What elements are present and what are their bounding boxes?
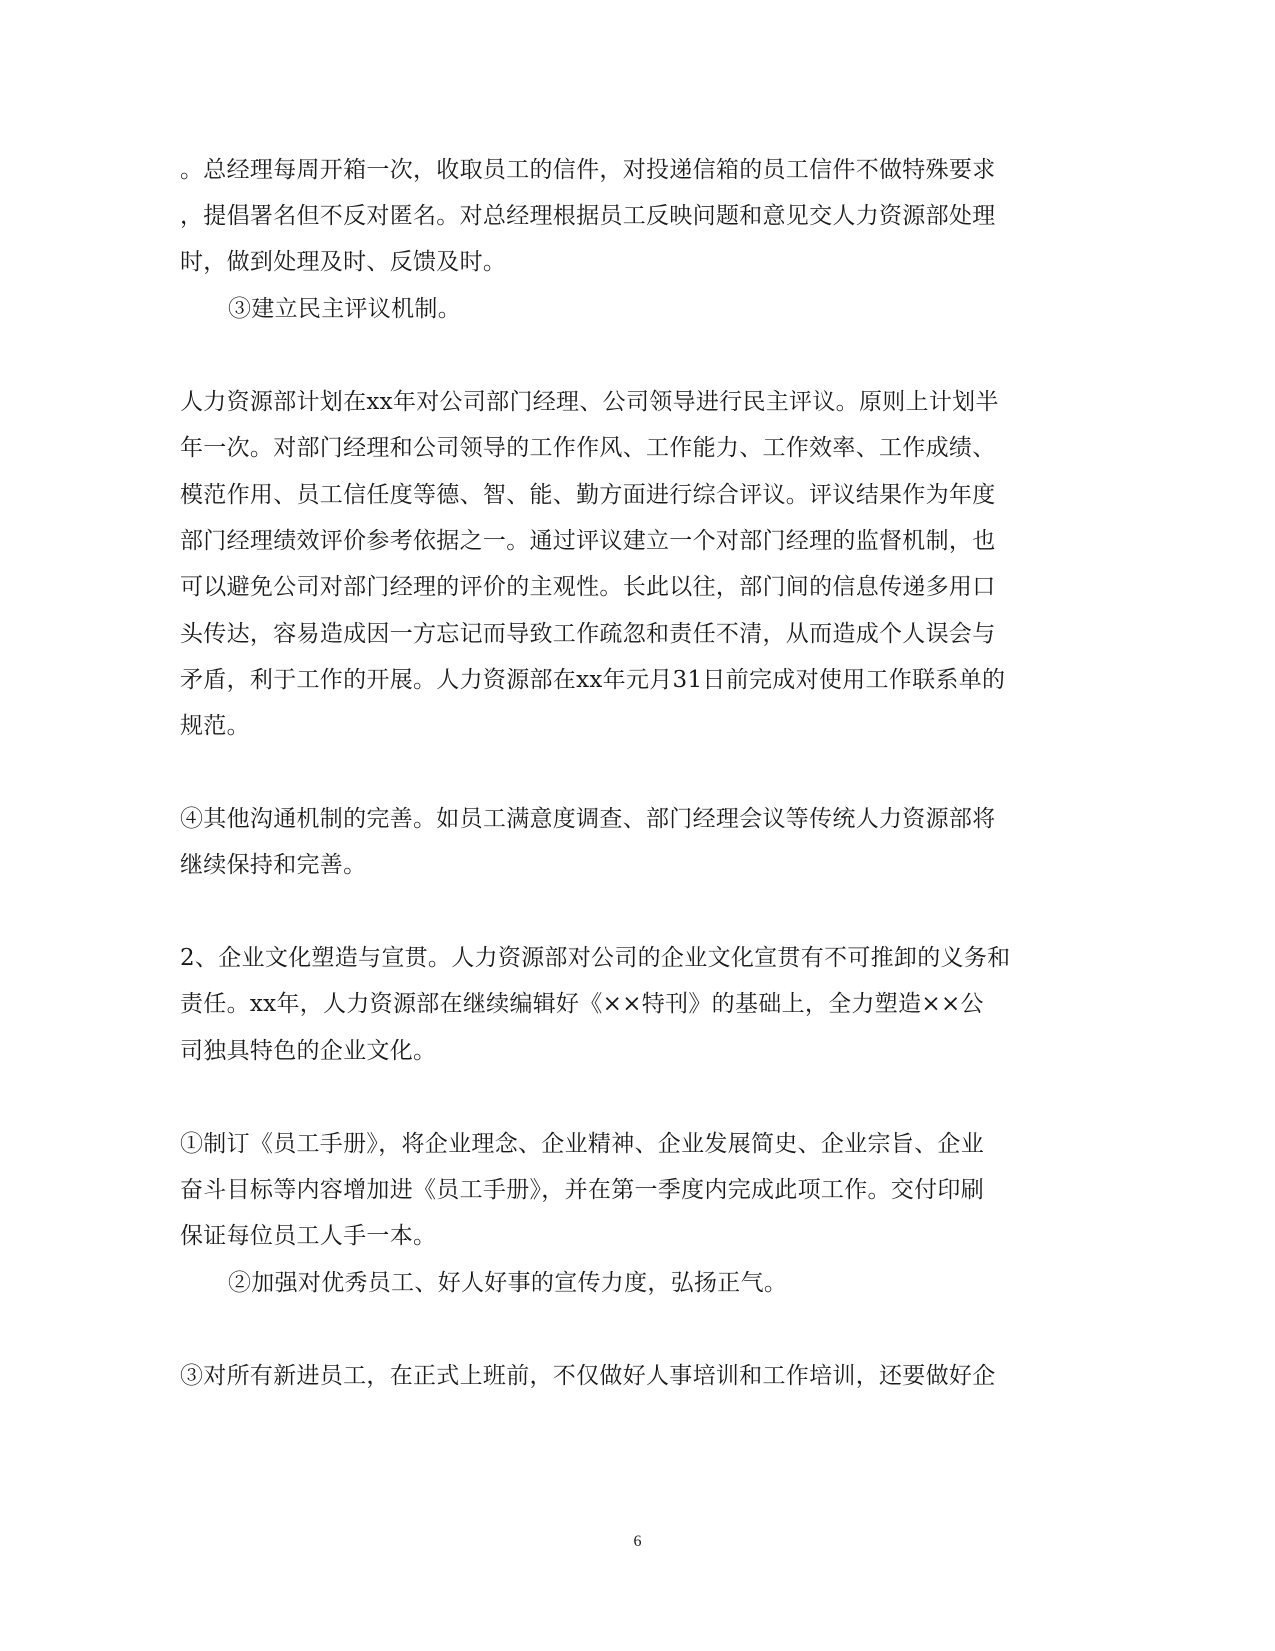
text-line: 模范作用、员工信任度等德、智、能、勤方面进行综合评议。评议结果作为年度 xyxy=(180,482,996,508)
text-line: 部门经理绩效评价参考依据之一。通过评议建立一个对部门经理的监督机制，也 xyxy=(180,528,996,554)
text-line: ③建立民主评议机制。 xyxy=(228,296,461,322)
text-line: 头传达，容易造成因一方忘记而导致工作疏忽和责任不清，从而造成个人误会与 xyxy=(180,621,996,647)
text-line: 继续保持和完善。 xyxy=(180,852,367,878)
text-line: 可以避免公司对部门经理的评价的主观性。长此以往，部门间的信息传递多用口 xyxy=(180,574,996,600)
text-line: ②加强对优秀员工、好人好事的宣传力度，弘扬正气。 xyxy=(228,1270,788,1296)
text-line: 奋斗目标等内容增加进《员工手册》，并在第一季度内完成此项工作。交付印刷 xyxy=(180,1177,984,1203)
text-line: 矛盾，利于工作的开展。人力资源部在xx年元月31日前完成对使用工作联系单的 xyxy=(180,667,1006,693)
page-number: 6 xyxy=(633,1533,642,1550)
text-line: 规范。 xyxy=(180,713,250,739)
text-line: ，提倡署名但不反对匿名。对总经理根据员工反映问题和意见交人力资源部处理 xyxy=(180,203,996,229)
text-line: 2、企业文化塑造与宣贯。人力资源部对公司的企业文化宣贯有不可推卸的义务和 xyxy=(180,945,1011,971)
text-line: 。总经理每周开箱一次，收取员工的信件，对投递信箱的员工信件不做特殊要求 xyxy=(180,157,996,183)
text-line: 司独具特色的企业文化。 xyxy=(180,1038,437,1064)
text-line: 时，做到处理及时、反馈及时。 xyxy=(180,249,507,275)
text-line: 年一次。对部门经理和公司领导的工作作风、工作能力、工作效率、工作成绩、 xyxy=(180,435,996,461)
text-line: ③对所有新进员工，在正式上班前，不仅做好人事培训和工作培训，还要做好企 xyxy=(180,1363,996,1389)
text-line: 人力资源部计划在xx年对公司部门经理、公司领导进行民主评议。原则上计划半 xyxy=(180,389,999,415)
text-line: ④其他沟通机制的完善。如员工满意度调查、部门经理会议等传统人力资源部将 xyxy=(180,806,996,832)
text-line: 责任。xx年，人力资源部在继续编辑好《××特刊》的基础上，全力塑造××公 xyxy=(180,991,984,1017)
text-line: ①制订《员工手册》，将企业理念、企业精神、企业发展简史、企业宗旨、企业 xyxy=(180,1131,984,1157)
text-line: 保证每位员工人手一本。 xyxy=(180,1223,437,1249)
